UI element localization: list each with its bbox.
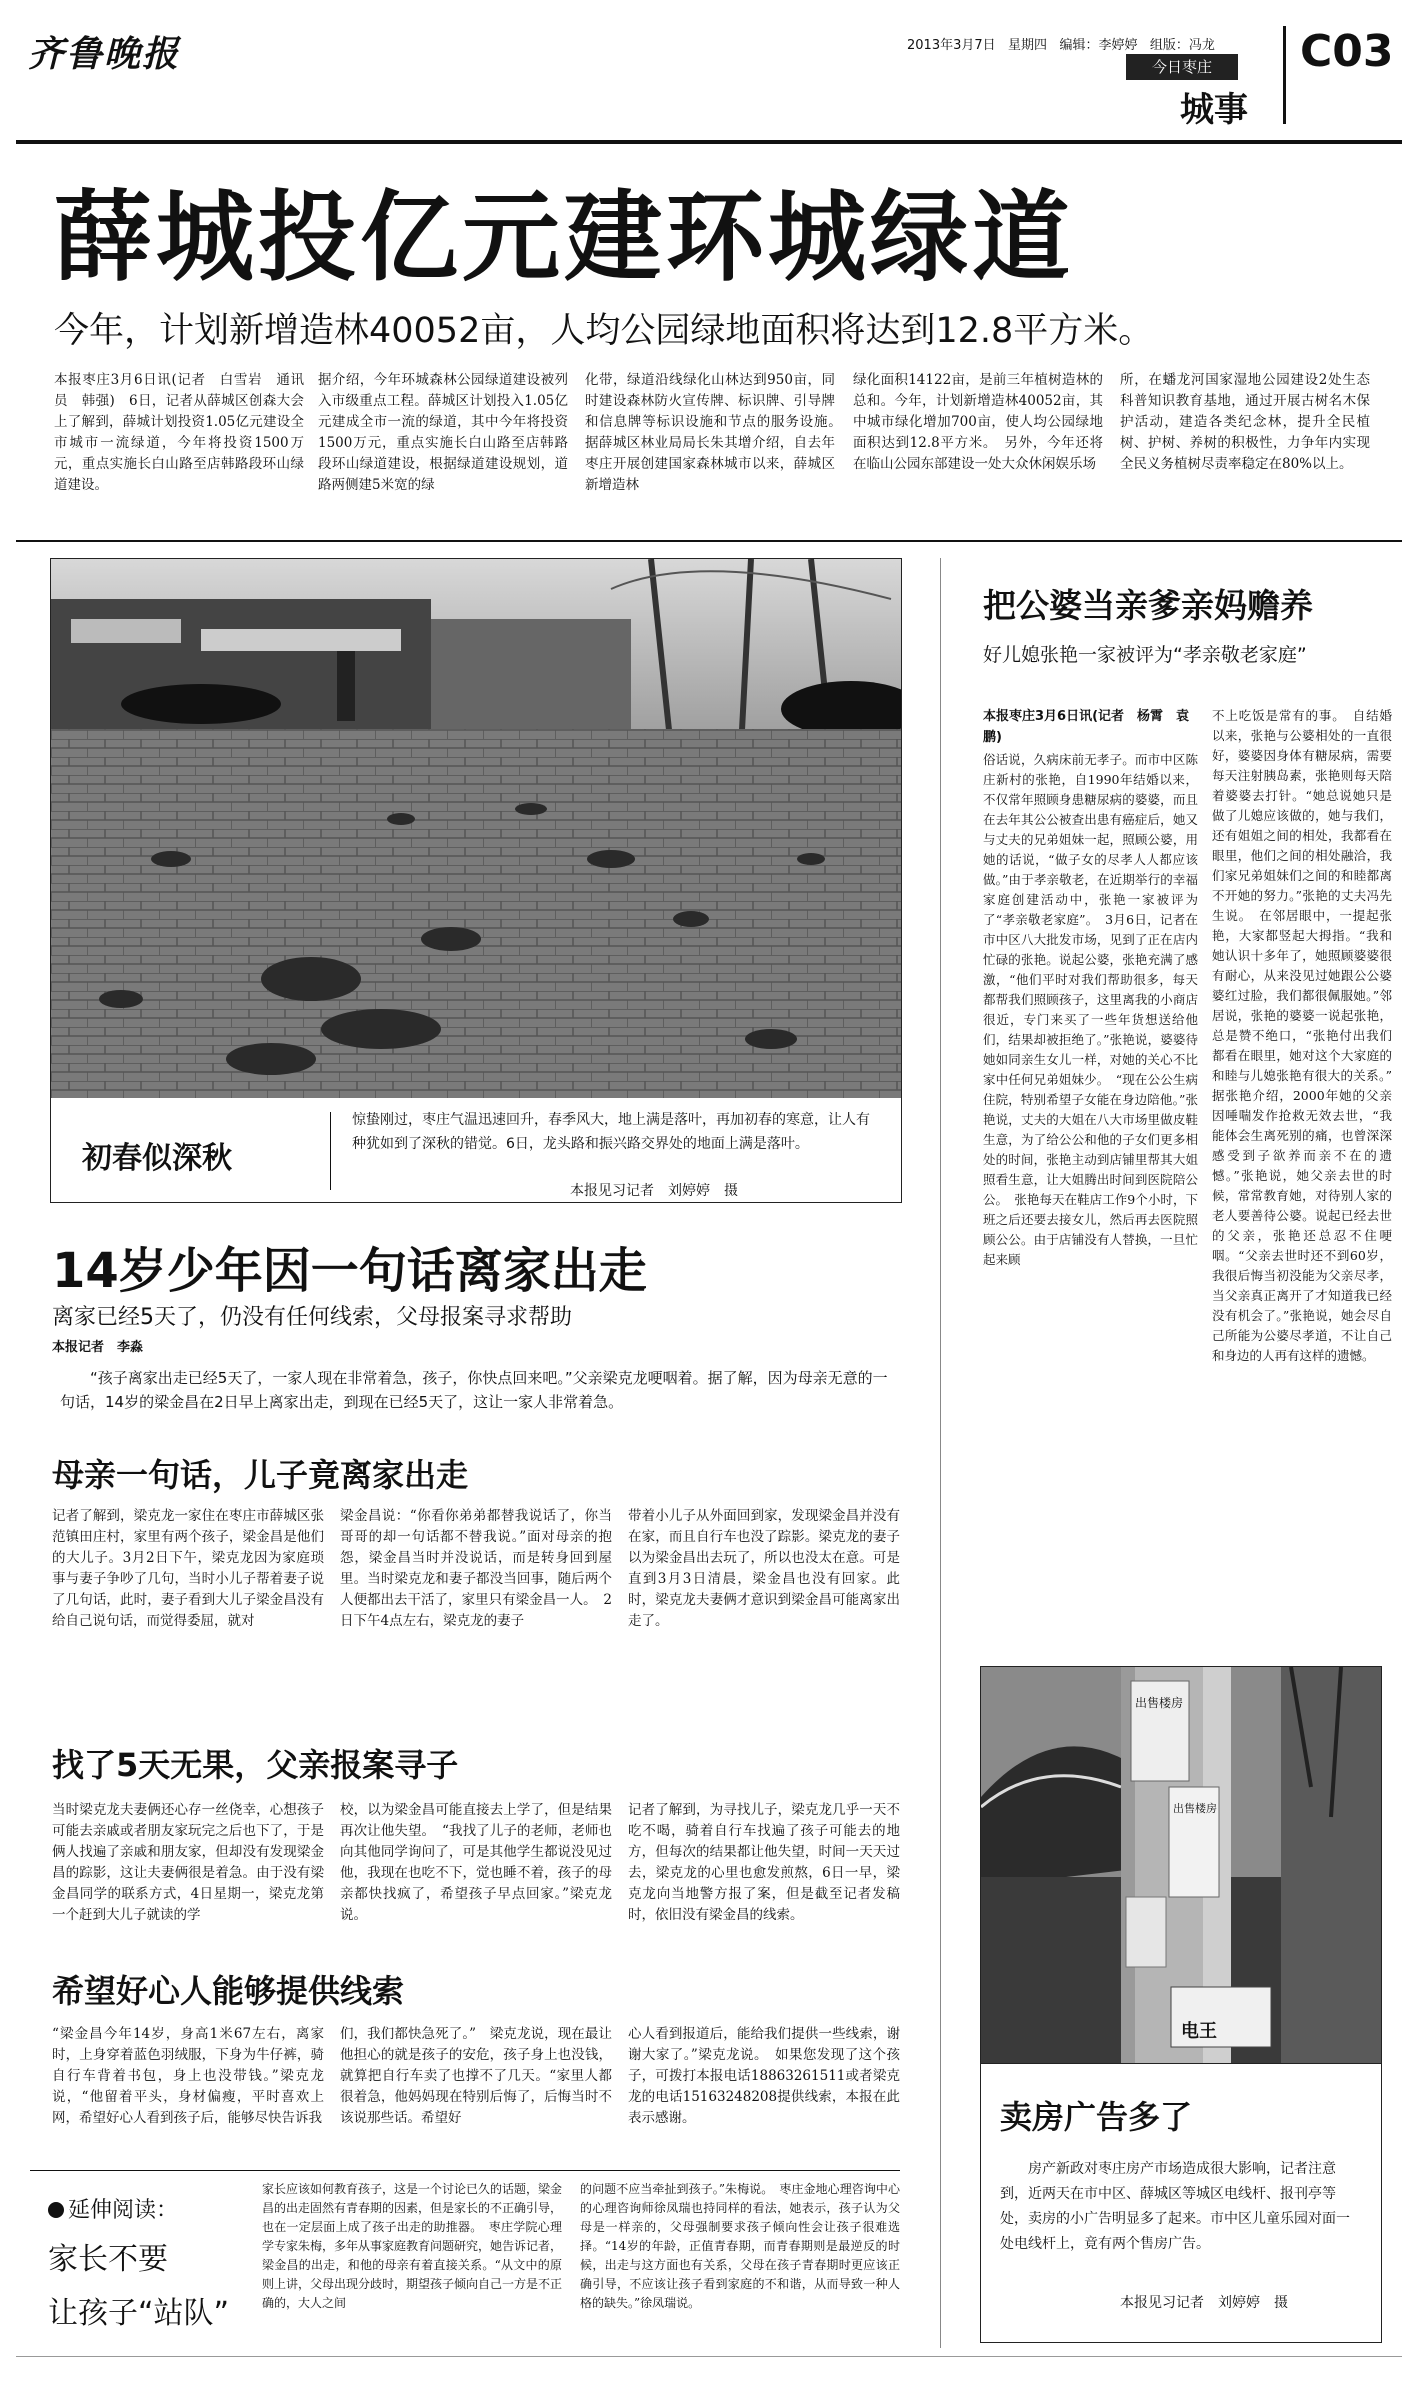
story3-col-right: 不上吃饭是常有的事。 自结婚以来，张艳与公婆相处的一直很好，婆婆因身体有糖尿病，需要每天注射胰岛素，张艳则每天陪着婆婆去打针。“她总说她只是做了儿媳应该做的，她与我们，还有姐姐之间的相处，我都看在眼里，他们之间的相处融洽，我们家兄弟姐妹们之间的和睦都离不开她的努力。”张艳的丈夫冯先生说。 在邻居眼中，一提起张艳，大家都竖起大拇指。“我和她认识十多年了，她照顾婆婆很有耐心，从来没见过她跟公公婆婆红过脸，我们都很佩服她。”邻居说，张艳的婆婆一说起张艳，总是赞不绝口，“张艳付出我们都看在眼里，她对这个大家庭的和睦与儿媳张艳有很大的关系。” 据张艳介绍，2000年她的父亲因唾喘发作抢救无效去世，“我能体会生离死别的痛，也曾深深感受到子欲养而亲不在的遗憾。”张艳说，她父亲去世的时候，常常教育她，对待别人家的老人要善待公婆。说起已经去世的父亲，张艳还总忍不住哽咽。“父亲去世时还不到60岁，我很后悔当初没能为父亲尽孝，当父亲真正离开了才知道我已经没有机会了。”张艳说，她会尽自己所能为公婆尽孝道，不让自己和身边的人再有这样的遗憾。 bbox=[1212, 708, 1405, 1363]
extended-col-1: 家长应该如何教育孩子，这是一个讨论已久的话题，梁金昌的出走固然有青春期的因素，但是家长的不正确引导，也在一定层面上成了孩子出走的助推器。 枣庄学院心理学专家朱梅，多年从事家庭教育问题研究，她告诉记者，梁金昌的出走，和他的母亲有着直接关系。“从文中的原则上讲，父母出现分歧时，期望孩子倾向自己一方是不正确的，大人之间 bbox=[262, 2182, 563, 2310]
layout-text: 组版：冯龙 bbox=[1149, 38, 1215, 53]
photo2-caption-title: 卖房广告多了 bbox=[1000, 2098, 1193, 2136]
story2-headline: 14岁少年因一句话离家出走 bbox=[52, 1243, 647, 1299]
utility-pole-image bbox=[981, 1667, 1381, 2063]
story2-sec2-col-2: 校，以为梁金昌可能直接去上学了，但是结果再次让他失望。 “我找了儿子的老师，老师也向其他同学询问了，可是其他学生都说没见过他，我现在也吃不下，觉也睡不着，孩子的母亲都快找疯了，希望孩子早点回家。”梁克龙说。 bbox=[340, 1802, 612, 1923]
story3-col-left: 俗话说，久病床前无孝子。而市中区陈庄新村的张艳，自1990年结婚以来，不仅常年照顾身患糖尿病的婆婆，而且在去年其公公被查出患有癌症后，她又与丈夫的兄弟姐妹一起，照顾公婆，用她的话说，“做子女的尽孝人人都应该做。”由于孝亲敬老，在近期举行的幸福家庭创建活动中，张艳一家被评为了“孝亲敬老家庭”。 3月6日，记者在市中区八大批发市场，见到了正在店内忙碌的张艳。说起公婆，张艳充满了感激，“他们平时对我们帮助很多，每天都帮我们照顾孩子，这里离我的小商店很近，专门来买了一些年货想送给他们，结果却被拒绝了。”张艳说，婆婆待她如同亲生女儿一样，对她的关心不比家中任何兄弟姐妹少。 “现在公公生病住院，特别希望子女能在身边陪他。”张艳说，丈夫的大姐在八大市场里做皮鞋生意，为了给公公和他的子女们更多相处的时间，张艳主动到店铺里帮其大姐照看生意，让大姐腾出时间到医院陪公公。 张艳每天在鞋店工作9个小时，下班之后还要去接女儿，然后再去医院照顾公公。由于店铺没有人替换，一旦忙起来顾 bbox=[983, 752, 1198, 1267]
masthead-date bbox=[907, 34, 1215, 53]
story3-headline: 把公婆当亲爹亲妈赡养 bbox=[983, 586, 1313, 625]
ad-sign-3-text: 电王 bbox=[1181, 2021, 1217, 2042]
page-bottom-rule bbox=[16, 2356, 1402, 2357]
lead-col-2: 据介绍，今年环城森林公园绿道建设被列入市级重点工程。薛城区计划投入1.05亿元建成全市一流的绿道，其中今年将投资1500万元，重点实施长白山路至店韩路段环山绿道建设，根据绿道建设规划，道路两侧建5米宽的绿 bbox=[318, 372, 568, 493]
story2-sec2-col-3: 记者了解到，为寻找儿子，梁克龙几乎一天不吃不喝，骑着自行车找遍了孩子可能去的地方，但每次的结果都让他失望，时间一天天过去，梁克龙的心里也愈发煎熬，6日一早，梁克龙向当地警方报了案，但是截至记者发稿时，依旧没有梁金昌的线索。 bbox=[628, 1802, 900, 1923]
photo1-caption-text: 惊蛰刚过，枣庄气温迅速回升，春季风大，地上满是落叶，再加初春的寒意，让人有种犹如到了深秋的错觉。6日，龙头路和振兴路交界处的地面上满是落叶。 bbox=[352, 1112, 870, 1152]
section-title: 城事 bbox=[1180, 90, 1248, 130]
masthead-logo: 齐鲁晚报 bbox=[28, 33, 181, 75]
fallen-leaves-photo bbox=[50, 558, 902, 1100]
story2-sec3-col-2: 们，我们都快急死了。” 梁克龙说，现在最让他担心的就是孩子的安危，孩子身上也没钱，就算把自行车卖了也撑不了几天。“家里人都很着急，他妈妈现在特别后悔了，后悔当时不该说那些话。希望好 bbox=[340, 2026, 612, 2126]
story2-sec2-col-1: 当时梁克龙夫妻俩还心存一丝侥幸，心想孩子可能去亲戚或者朋友家玩完之后也下了，于是俩人找遍了亲戚和朋友家，但却没有发现梁金昌的踪影，这让夫妻俩很是着急。由于没有梁金昌同学的联系方式，4日星期一，梁克龙第一个赶到大儿子就读的学 bbox=[52, 1802, 324, 1923]
photo1-credit: 本报见习记者 刘婷婷 摄 bbox=[570, 1183, 738, 1199]
photo2-credit: 本报见习记者 刘婷婷 摄 bbox=[1120, 2295, 1288, 2311]
photo2-caption-text: 房产新政对枣庄房产市场造成很大影响，记者注意到，近两天在市中区、薛城区等城区电线杆、报刊亭等处，卖房的小广告明显多了起来。市中区儿童乐园对面一处电线杆上，竟有两个售房广告。 bbox=[1000, 2161, 1350, 2252]
date-text: 2013年3月7日 bbox=[907, 38, 996, 53]
lead-col-4: 绿化面积14122亩，是前三年植树造林的总和。今年，计划新增造林40052亩，其中城市绿化增加700亩，使人均公园绿地面积达到12.8平方米。 另外，今年还将在临山公园东部建设一处大众休闲娱乐场 bbox=[853, 372, 1103, 472]
weekday-text: 星期四 bbox=[1008, 38, 1048, 53]
story2-sec1-col-3: 带着小儿子从外面回到家，发现梁金昌并没有在家，而且自行车也没了踪影。梁克龙的妻子以为梁金昌出去玩了，所以也没太在意。可是直到3月3日清晨，梁金昌也没有回家。此时，梁克龙夫妻俩才意识到梁金昌可能离家出走了。 bbox=[628, 1508, 900, 1629]
editor-text: 编辑：李婷婷 bbox=[1059, 38, 1138, 53]
story2-intro: “孩子离家出走已经5天了，一家人现在非常着急，孩子，你快点回来吧。”父亲梁克龙哽咽着。据了解，因为母亲无意的一句话，14岁的梁金昌在2日早上离家出走，到现在已经5天了，这让一家人非常着急。 bbox=[60, 1369, 888, 1411]
ad-sign-1-text: 出售楼房 bbox=[1135, 1696, 1184, 1710]
story2-sec1-col-2: 梁金昌说：“你看你弟弟都替我说话了，你当哥哥的却一句话都不替我说。”面对母亲的抱怨，梁金昌当时并没说话，而是转身回到屋里。当时梁克龙和妻子都没当回事，随后两个人便都出去干活了，家里只有梁金昌一人。 2日下午4点左右，梁克龙的妻子 bbox=[340, 1508, 612, 1629]
extended-title-line1: 家长不要 bbox=[48, 2242, 168, 2277]
lead-col-5: 所，在蟠龙河国家湿地公园建设2处生态科普知识教育基地，通过开展古树名木保护活动，建造各类纪念林，提升全民植树、护树、养树的积极性，力争年内实现全民义务植树尽责率稳定在80%以上。 bbox=[1120, 372, 1370, 472]
story3-byline: 本报枣庄3月6日讯(记者 杨霄 袁鹏) bbox=[983, 709, 1190, 745]
extended-title-line2: 让孩子“站队” bbox=[48, 2296, 230, 2331]
story2-sec3-col-3: 心人看到报道后，能给我们提供一些线索，谢谢大家了。”梁克龙说。 如果您发现了这个孩子，可拨打本报电话18863261511或者梁克龙的电话15163248208提供线索，本报在此表示感谢。 bbox=[628, 2026, 900, 2126]
story3-subhead: 好儿媳张艳一家被评为“孝亲敬老家庭” bbox=[983, 644, 1307, 666]
story2-sec3-col-1: “梁金昌今年14岁，身高1米67左右，离家时，上身穿着蓝色羽绒服，下身为牛仔裤，骑自行车背着书包，身上也没带钱。”梁克龙说，“他留着平头，身材偏瘦，平时喜欢上网，希望好心人看到孩子后，能够尽快告诉我 bbox=[52, 2026, 324, 2126]
right-column-divider bbox=[940, 558, 941, 2348]
photo1-caption-divider bbox=[330, 1112, 331, 1190]
story2-section-2-heading: 找了5天无果，父亲报案寻子 bbox=[52, 1746, 459, 1784]
story2-section-3-heading: 希望好心人能够提供线索 bbox=[52, 1972, 405, 2010]
masthead-rule bbox=[16, 140, 1402, 144]
story2-byline: 本报记者 李淼 bbox=[52, 1340, 144, 1355]
section-tag: 今日枣庄 bbox=[1126, 54, 1238, 80]
lead-col-1: 本报枣庄3月6日讯(记者 白雪岩 通讯员 韩强) 6日，记者从薛城区创森大会上了解到，薛城计划投资1.05亿元建设全市城市一流绿道，今年将投资1500万元，重点实施长白山路至店韩路段环山绿道建设。 bbox=[54, 372, 304, 493]
street-scene-image bbox=[51, 559, 901, 1099]
lead-subhead: 今年，计划新增造林40052亩，人均公园绿地面积将达到12.8平方米。 bbox=[54, 311, 1154, 351]
extended-bullet-icon bbox=[48, 2202, 64, 2218]
lead-col-3: 化带，绿道沿线绿化山林达到950亩，同时建设森林防火宣传牌、标识牌、引导牌和信息牌等标识设施和节点的服务设施。 据薛城区林业局局长朱其增介绍，自去年枣庄开展创建国家森林城市以来，薛城区新增造林 bbox=[585, 372, 849, 493]
lead-headline: 薛城投亿元建环城绿道 bbox=[54, 181, 1075, 295]
extended-col-2: 的问题不应当牵扯到孩子。”朱梅说。 枣庄金地心理咨询中心的心理咨询师徐凤瑞也持同样的看法，她表示，孩子认为父母是一样亲的，父母强制要求孩子倾向性会让孩子很难选择。“14岁的年龄，正值青春期，而青春期则是最逆反的时候，出走与这方面也有关系，父母在孩子青春期时更应该正确引导，不应该让孩子看到家庭的不和谐，从而导致一种人格的缺失。”徐凤瑞说。 bbox=[580, 2182, 900, 2310]
story2-sec1-col-1: 记者了解到，梁克龙一家住在枣庄市薛城区张范镇田庄村，家里有两个孩子，梁金昌是他们的大儿子。3月2日下午，梁克龙因为家庭琐事与妻子争吵了几句，当时小儿子帮着妻子说了几句话，此时，妻子看到大儿子梁金昌没有给自己说句话，而觉得委屈，就对 bbox=[52, 1508, 324, 1629]
extended-label-text: 延伸阅读： bbox=[68, 2198, 179, 2223]
story2-section-1-heading: 母亲一句话，儿子竟离家出走 bbox=[52, 1456, 469, 1494]
masthead-vertical-rule bbox=[1283, 26, 1286, 124]
sell-house-ads-photo bbox=[980, 1666, 1382, 2064]
extended-top-rule bbox=[30, 2170, 900, 2171]
lead-bottom-rule bbox=[16, 540, 1402, 542]
extended-label bbox=[48, 2193, 178, 2224]
ad-sign-2-text: 出售楼房 bbox=[1173, 1802, 1217, 1815]
photo1-caption-title: 初春似深秋 bbox=[82, 1141, 232, 1176]
story2-subhead: 离家已经5天了，仍没有任何线索，父母报案寻求帮助 bbox=[52, 1305, 572, 1330]
page-number: C03 bbox=[1300, 26, 1394, 77]
